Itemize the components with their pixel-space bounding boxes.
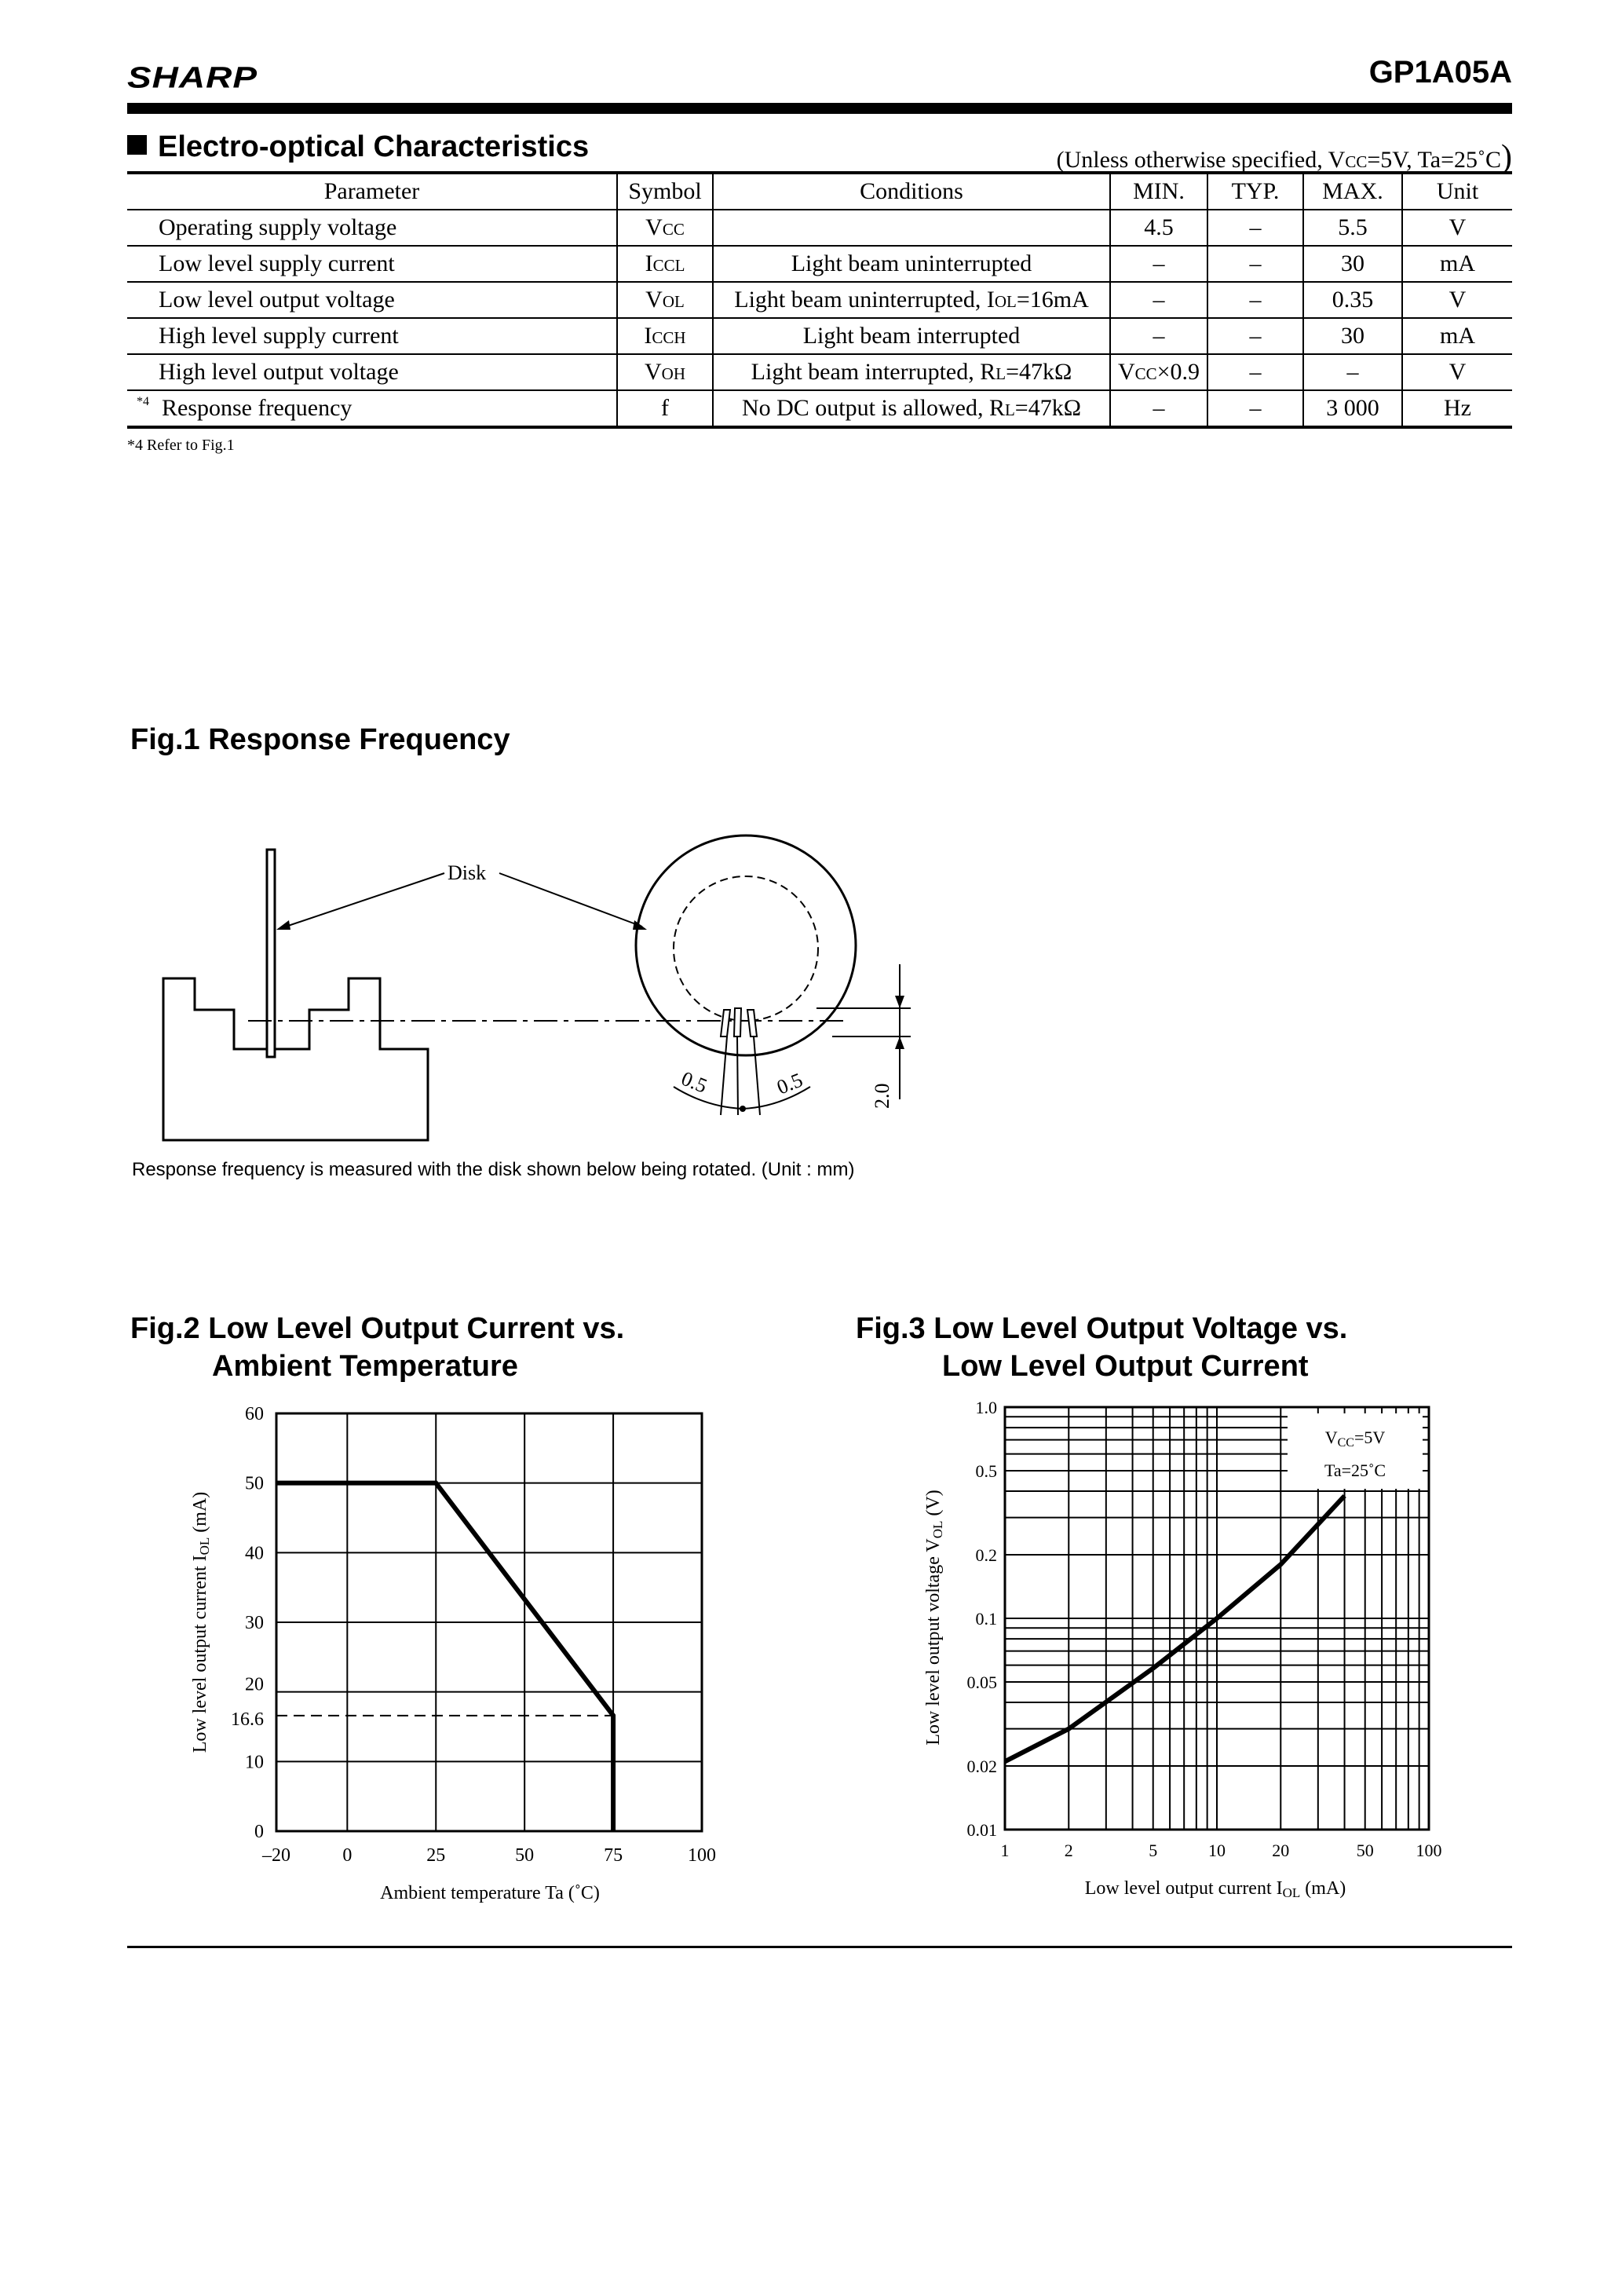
y-tick-label: 0.02 [966, 1757, 997, 1777]
x-axis-label: Low level output current IOL (mA) [1084, 1878, 1346, 1900]
max-cell: 5.5 [1303, 210, 1402, 246]
unit-cell: V [1402, 210, 1512, 246]
header-rule [127, 103, 1512, 114]
bottom-rule [127, 1946, 1512, 1948]
y-tick-label: 0 [254, 1822, 264, 1842]
x-tick-label: 75 [604, 1845, 623, 1866]
conditions-cell: Light beam interrupted, RL=47kΩ [713, 354, 1110, 390]
unit-cell: Hz [1402, 390, 1512, 427]
y-tick-label: 16.6 [231, 1709, 264, 1730]
conditions-cell: No DC output is allowed, RL=47kΩ [713, 390, 1110, 427]
y-tick-label: 0.1 [975, 1609, 997, 1629]
conditions-vcc-sub: CC [1345, 152, 1368, 171]
fig2-title-line1: Fig.2 Low Level Output Current vs. [130, 1312, 625, 1345]
conditions-open: (Unless otherwise specified, V [1056, 147, 1346, 173]
min-cell: VCC×0.9 [1110, 354, 1207, 390]
x-tick-label: 10 [1208, 1841, 1226, 1860]
conditions-cell: Light beam interrupted [713, 318, 1110, 354]
x-tick-label: 100 [688, 1845, 716, 1866]
y-tick-label: 20 [245, 1674, 264, 1695]
unit-cell: V [1402, 282, 1512, 318]
section-title-text: Electro-optical Characteristics [158, 130, 590, 163]
min-cell: – [1110, 246, 1207, 282]
dim-line [754, 1036, 760, 1115]
min-cell: – [1110, 318, 1207, 354]
dim-arrow-down [895, 996, 904, 1008]
disk-label: Disk [448, 861, 487, 884]
characteristics-table [127, 171, 1512, 429]
x-tick-label: 0 [342, 1845, 353, 1866]
header-unit: Unit [1402, 173, 1512, 210]
bullet-square-icon [127, 135, 147, 155]
x-tick-label: 1 [1000, 1841, 1010, 1860]
typ-cell: – [1207, 210, 1303, 246]
min-cell: – [1110, 390, 1207, 427]
header-parameter: Parameter [323, 178, 420, 204]
fig2-title [130, 1310, 624, 1385]
table-row [127, 390, 1512, 427]
max-cell: – [1303, 354, 1402, 390]
footnote-marker: *4 [137, 395, 149, 408]
x-tick-label: 100 [1416, 1841, 1442, 1860]
x-tick-label: 25 [426, 1845, 446, 1866]
symbol-cell: ICCH [617, 318, 713, 354]
disk-edge [267, 850, 275, 1057]
legend-vcc: VCC=5V [1324, 1428, 1386, 1450]
y-tick-label: 50 [245, 1473, 264, 1494]
header-symbol: Symbol [617, 173, 713, 210]
section-title [127, 130, 589, 164]
conditions-close: ) [1501, 139, 1512, 175]
sensor-body-outline [163, 978, 428, 1140]
disk-slits [721, 1008, 757, 1036]
dim-line [737, 1036, 738, 1115]
series-line [276, 1483, 613, 1831]
x-tick-label: –20 [262, 1845, 290, 1866]
max-cell: 3 000 [1303, 390, 1402, 427]
y-tick-label: 0.01 [966, 1820, 997, 1840]
table-footnote: *4 Refer to Fig.1 [127, 437, 235, 454]
min-cell: – [1110, 282, 1207, 318]
section-conditions [1057, 138, 1512, 176]
fig2-chart [0, 1382, 785, 1932]
y-tick-label: 10 [245, 1752, 264, 1773]
conditions-cell: Light beam uninterrupted [713, 246, 1110, 282]
typ-cell: – [1207, 246, 1303, 282]
disk-arrow-right [633, 920, 647, 930]
disk-outer-circle [636, 835, 856, 1055]
parameter-cell: High level supply current [159, 323, 399, 349]
fig2-title-line2: Ambient Temperature [212, 1350, 518, 1383]
y-axis-label: Low level output current IOL (mA) [190, 1491, 212, 1753]
symbol-cell: VCC [617, 210, 713, 246]
dim-line [721, 1036, 727, 1115]
table-row [127, 282, 1512, 318]
x-tick-label: 50 [1356, 1841, 1374, 1860]
parameter-cell: High level output voltage [159, 359, 399, 385]
part-number: GP1A05A [1368, 55, 1512, 90]
typ-cell: – [1207, 390, 1303, 427]
slit [721, 1010, 730, 1036]
table-row [127, 318, 1512, 354]
symbol-cell: VOH [617, 354, 713, 390]
table-row [127, 246, 1512, 282]
symbol-cell: ICCL [617, 246, 713, 282]
dim-arrow-up [895, 1036, 904, 1049]
max-cell: 0.35 [1303, 282, 1402, 318]
unit-cell: mA [1402, 318, 1512, 354]
dim-center-dot [740, 1106, 746, 1112]
vertical-dimension [816, 964, 911, 1099]
brand-logo: SHARP [127, 60, 258, 94]
table-header-row [127, 173, 1512, 210]
conditions-cell: Light beam uninterrupted, IOL=16mA [713, 282, 1110, 318]
fig3-title-line1: Fig.3 Low Level Output Voltage vs. [856, 1312, 1348, 1345]
conditions-mid: =5V, Ta=25˚C [1367, 147, 1501, 173]
fig3-chart [785, 1382, 1622, 1932]
y-tick-label: 0.5 [975, 1461, 997, 1481]
table-row [127, 354, 1512, 390]
y-tick-label: 60 [245, 1404, 264, 1424]
typ-cell: – [1207, 354, 1303, 390]
dim-right-label: 0.5 [773, 1068, 806, 1099]
slit [734, 1008, 741, 1036]
legend-ta: Ta=25˚C [1324, 1461, 1386, 1480]
y-tick-label: 0.2 [975, 1545, 997, 1566]
header-min: MIN. [1110, 173, 1207, 210]
typ-cell: – [1207, 318, 1303, 354]
fig3-title [856, 1310, 1347, 1385]
fig1-diagram [0, 817, 942, 1146]
typ-cell: – [1207, 282, 1303, 318]
y-tick-label: 1.0 [975, 1398, 997, 1417]
header-typ: TYP. [1207, 173, 1303, 210]
y-tick-label: 30 [245, 1613, 264, 1633]
x-axis-label: Ambient temperature Ta (˚C) [380, 1883, 600, 1903]
parameter-cell: Operating supply voltage [159, 214, 397, 240]
max-cell: 30 [1303, 246, 1402, 282]
fig1-title: Fig.1 Response Frequency [130, 723, 510, 756]
min-cell: 4.5 [1110, 210, 1207, 246]
slit [747, 1010, 757, 1036]
max-cell: 30 [1303, 318, 1402, 354]
disk-leader-right [499, 873, 642, 927]
disk-arrow-left [276, 920, 290, 930]
symbol-cell: f [617, 390, 713, 427]
y-axis-label: Low level output voltage VOL (V) [923, 1490, 945, 1746]
dim-vertical-label: 2.0 [871, 1083, 893, 1109]
parameter-cell: Low level output voltage [159, 287, 395, 313]
y-tick-label: 40 [245, 1543, 264, 1564]
unit-cell: V [1402, 354, 1512, 390]
table-row [127, 210, 1512, 246]
x-tick-label: 5 [1149, 1841, 1158, 1860]
x-tick-label: 50 [515, 1845, 535, 1866]
disk-leader-left [281, 873, 444, 928]
conditions-cell [713, 210, 1110, 246]
parameter-cell: $^{*4}$ Response frequency [137, 395, 353, 421]
header-max: MAX. [1303, 173, 1402, 210]
parameter-cell: Low level supply current [159, 250, 395, 276]
unit-cell: mA [1402, 246, 1512, 282]
fig1-caption: Response frequency is measured with the disk shown below being rotated. (Unit : mm) [132, 1159, 855, 1180]
x-tick-label: 2 [1064, 1841, 1073, 1860]
y-tick-label: 0.05 [966, 1672, 997, 1692]
fig3-title-line2: Low Level Output Current [942, 1350, 1309, 1383]
dim-left-label: 0.5 [678, 1066, 711, 1098]
symbol-cell: VOL [617, 282, 713, 318]
header-conditions: Conditions [713, 173, 1110, 210]
x-tick-label: 20 [1272, 1841, 1290, 1860]
disk-slot-circle [674, 876, 818, 1021]
